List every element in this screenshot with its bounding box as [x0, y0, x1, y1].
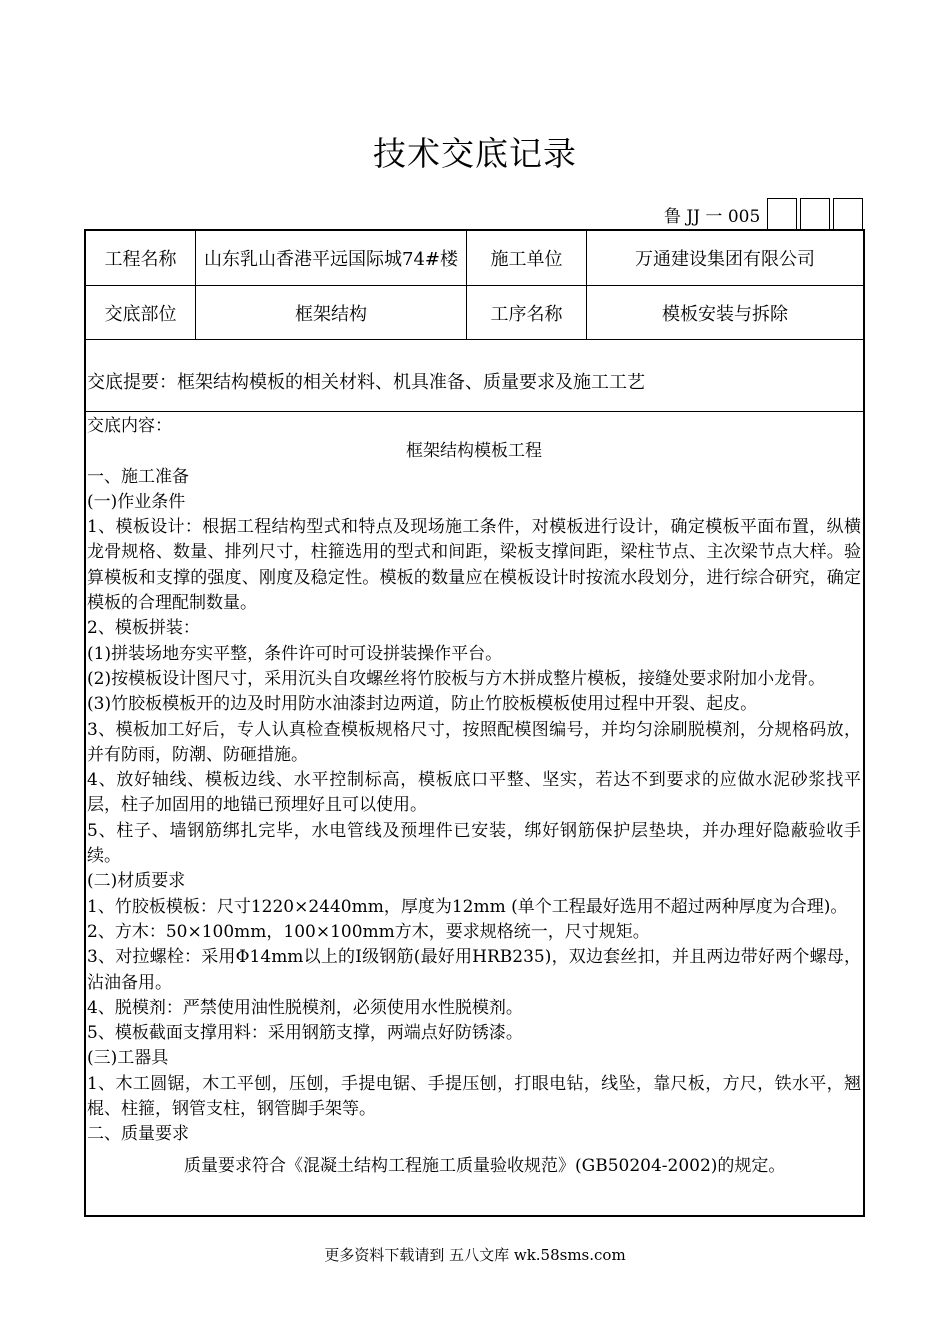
row-divider-2 — [86, 339, 863, 340]
project-name-label: 工程名称 — [104, 249, 177, 270]
content-paragraph: 4、脱模剂：严禁使用油性脱模剂，必须使用水性脱模剂。 — [87, 997, 523, 1018]
content-paragraph: 2、模板拼装： — [87, 618, 200, 639]
content-paragraph: 一、施工准备 — [87, 466, 189, 487]
record-code — [664, 197, 863, 231]
content-paragraph: 3、对拉螺栓：采用Φ14mm以上的Ⅰ级钢筋(最好用HRB235)，双边套丝扣，并且两边带好两个螺母，沾油备用。 — [87, 947, 861, 993]
builder-value: 万通建设集团有限公司 — [635, 249, 815, 270]
builder-label: 施工单位 — [490, 249, 563, 270]
content-paragraph: 3、模板加工好后，专人认真检查模板规格尺寸，按照配模图编号，并均匀涂刷脱模剂，分规格码放，并有防雨，防潮、防砸措施。 — [87, 719, 861, 765]
content-paragraph: (2)按模板设计图尺寸，采用沉头自攻螺丝将竹胶板与方木拼成整片模板，接缝处要求附加小龙骨。 — [87, 668, 826, 689]
content-paragraph: 4、放好轴线、模板边线、水平控制标高，模板底口平整、坚实，若达不到要求的应做水泥砂浆找平层，柱子加固用的地锚已预埋好且可以使用。 — [87, 770, 861, 816]
content-paragraph: 2、方木：50×100mm，100×100mm方木，要求规格统一，尺寸规矩。 — [87, 921, 650, 942]
process-label: 工序名称 — [490, 303, 563, 325]
content-paragraph: (三)工器具 — [87, 1048, 169, 1069]
page-title: 技术交底记录 — [373, 134, 577, 173]
content-paragraph: 1、模板设计：根据工程结构型式和特点及现场施工条件，对模板进行设计，确定模板平面布置，纵横龙骨规格、数量、排列尺寸，柱箍选用的型式和间距，梁板支撑间距，梁柱节点、主次梁节点大样。验算模板和支撑的强度、刚度及稳定性。模板的数量应在模板设计时按流水段划分，进行综合研究，确定模板的合理配制数量。 — [87, 517, 861, 614]
summary: 交底提要：框架结构模板的相关材料、机具准备、质量要求及施工工艺 — [87, 372, 645, 393]
content-paragraph: 1、木工圆锯，木工平刨，压刨，手提电锯、手提压刨，打眼电钻，线坠，靠尺板，方尺，铁水平，翘棍、柱箍，钢管支柱，钢管脚手架等。 — [87, 1073, 861, 1120]
content-paragraph: (1)拼装场地夯实平整，条件许可时可设拼装操作平台。 — [87, 643, 503, 664]
part-value: 框架结构 — [295, 303, 367, 325]
code-box-3 — [833, 198, 863, 230]
code-box-2 — [800, 198, 830, 230]
content-heading: 框架结构模板工程 — [406, 441, 542, 462]
content-paragraph: (二)材质要求 — [87, 871, 186, 892]
code-box-1 — [767, 198, 797, 230]
content-paragraph: (3)竹胶板模板开的边及时用防水油漆封边两道，防止竹胶板模板使用过程中开裂、起皮。 — [87, 694, 758, 715]
quality-text: 质量要求符合《混凝土结构工程施工质量验收规范》(GB50204-2002)的规定。 — [184, 1155, 786, 1176]
process-value: 模板安装与拆除 — [662, 303, 788, 325]
project-name-value: 山东乳山香港平远国际城74#楼 — [204, 249, 458, 270]
content-paragraph: 1、竹胶板模板：尺寸1220×2440mm，厚度为12mm (单个工程最好选用不超过两种厚度为合理)。 — [87, 896, 848, 917]
disclosure-content — [86, 414, 863, 1179]
record-code-text: 鲁 JJ 一 005 — [664, 206, 761, 227]
content-paragraph: 二、质量要求 — [87, 1124, 189, 1145]
content-paragraph: (一)作业条件 — [87, 491, 186, 512]
row-divider-3 — [86, 411, 863, 412]
disclosure-table — [84, 229, 865, 1217]
content-paragraph: 5、模板截面支撑用料：采用钢筋支撑，两端点好防锈漆。 — [87, 1023, 523, 1044]
content-label: 交底内容： — [87, 416, 172, 436]
part-label: 交底部位 — [104, 303, 177, 325]
footer-link-text: 更多资料下载请到 五八文库 wk.58sms.com — [324, 1246, 626, 1264]
content-paragraph: 5、柱子、墙钢筋绑扎完毕，水电管线及预埋件已安装，绑好钢筋保护层垫块，并办理好隐蔽验收手续。 — [87, 820, 861, 867]
